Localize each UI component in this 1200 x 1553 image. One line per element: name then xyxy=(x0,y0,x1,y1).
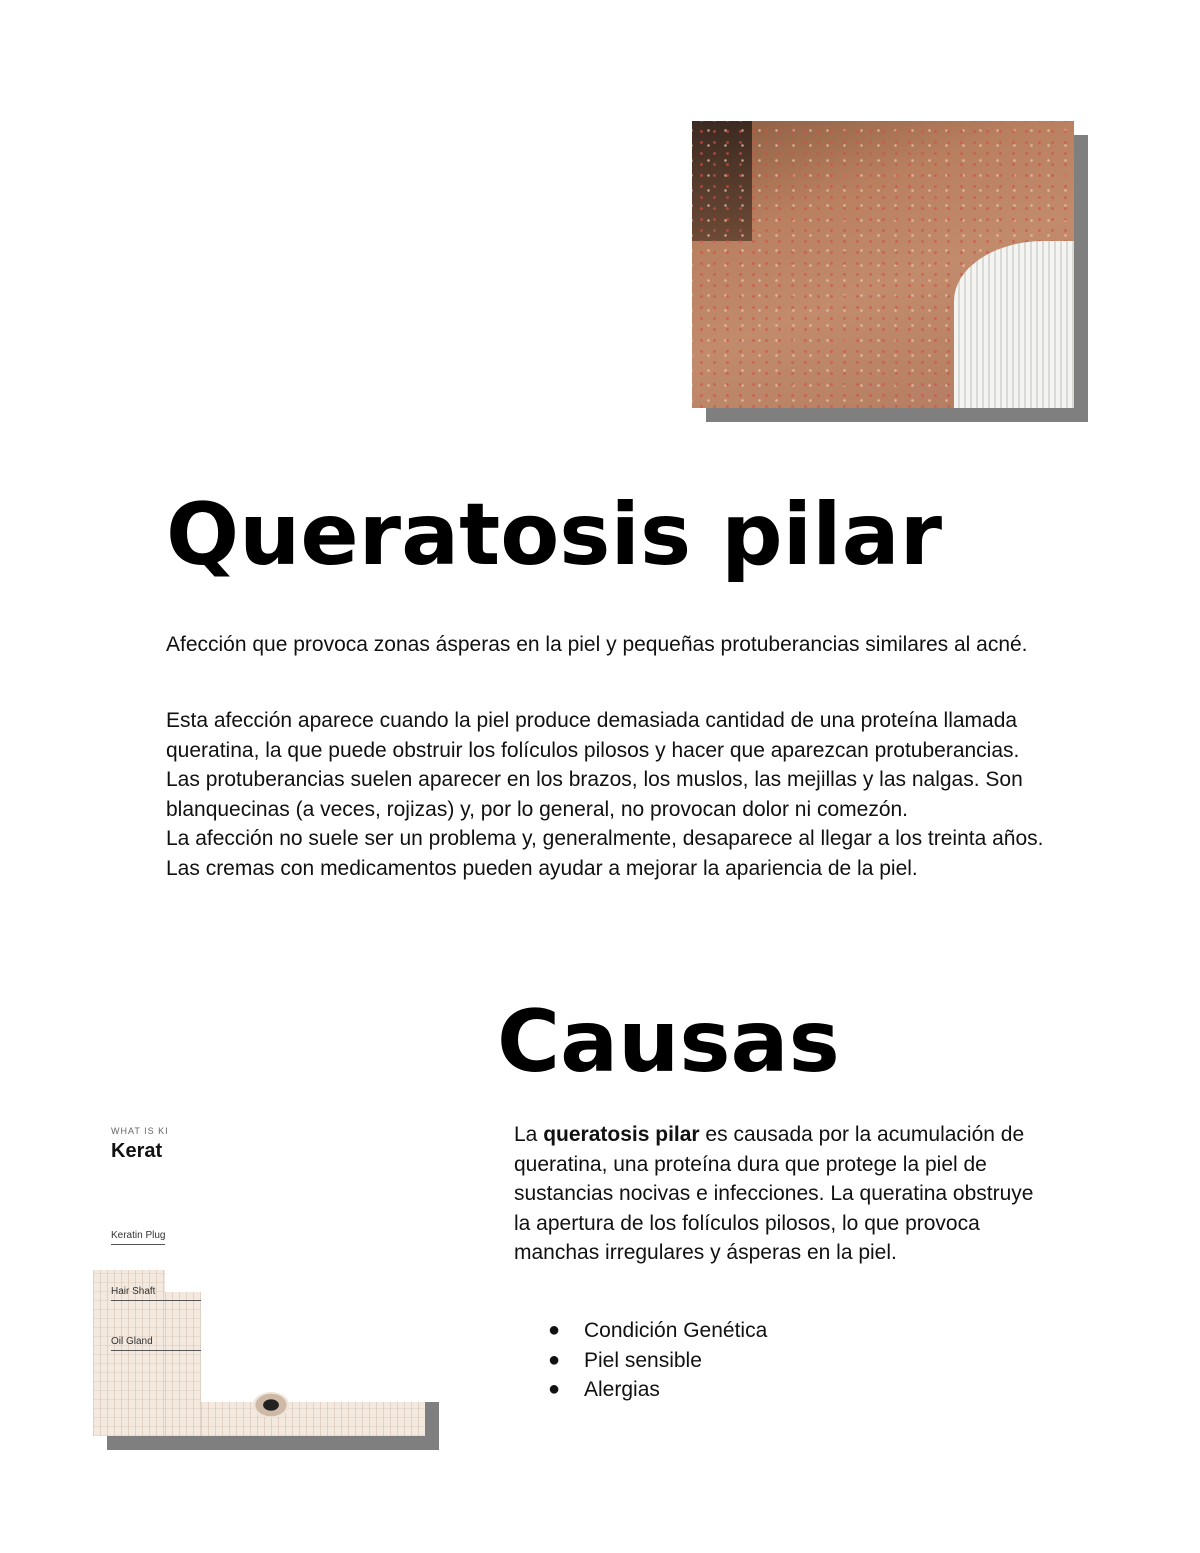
description-line: Las protuberancias suelen aparecer en los brazos, los muslos, las mejillas y las nalgas. Son blanquecinas (a veces, rojizas) y, por lo general, no provocan dolor ni comezón. xyxy=(166,768,1023,821)
causes-paragraph xyxy=(514,1120,1054,1268)
causes-text-rest: es causada por la acumulación de queratina, una proteína dura que protege la piel de sustancias nocivas e infecciones. La queratina obstruye la apertura de los folículos pilosos, lo que provoca manchas irregulares y ásperas en la piel. xyxy=(514,1123,1034,1264)
diagram-leader-line xyxy=(111,1300,201,1301)
diagram-leader-line xyxy=(111,1350,201,1351)
list-item-label: Alergias xyxy=(584,1378,660,1401)
list-item xyxy=(548,1346,767,1376)
diagram-label: Hair Shaft xyxy=(111,1286,156,1297)
diagram-skin-layer xyxy=(201,1402,425,1436)
diagram-label: Keratin Plug xyxy=(111,1230,166,1241)
diagram-shadow xyxy=(425,1402,439,1450)
bullet-icon: ● xyxy=(548,1378,561,1400)
photo-image xyxy=(692,121,1074,408)
diagram-title: Kerat xyxy=(111,1140,163,1162)
hair-follicle-diagram xyxy=(93,1112,439,1452)
follicle-icon xyxy=(253,1392,289,1418)
causes-heading: Causas xyxy=(497,992,840,1092)
arm-skin-photo xyxy=(692,121,1074,408)
intro-paragraph: Afección que provoca zonas ásperas en la piel y pequeñas protuberancias similares al acné. xyxy=(166,633,1028,656)
list-item xyxy=(548,1316,768,1346)
bullet-icon: ● xyxy=(548,1319,561,1341)
list-item-label: Condición Genética xyxy=(584,1319,768,1342)
list-item-label: Piel sensible xyxy=(584,1348,702,1372)
description-line: Esta afección aparece cuando la piel produce demasiada cantidad de una proteína llamada queratina, la que puede obstruir los folículos pilosos y hacer que aparezcan protuberancias. xyxy=(166,709,1020,762)
description-paragraph xyxy=(166,706,1046,883)
diagram-crop-area xyxy=(201,1270,425,1402)
causes-list xyxy=(548,1316,768,1405)
causes-text-bold: queratosis pilar xyxy=(543,1123,700,1146)
bullet-icon: ● xyxy=(548,1348,561,1371)
description-line: La afección no suele ser un problema y, generalmente, desaparece al llegar a los treinta años. Las cremas con medicamentos pueden ayudar a mejorar la apariencia de la piel. xyxy=(166,827,1044,880)
page-title: Queratosis pilar xyxy=(166,485,943,585)
diagram-leader-line xyxy=(111,1244,165,1245)
list-item xyxy=(548,1375,767,1405)
diagram-label: Oil Gland xyxy=(111,1336,153,1347)
causes-text-prefix: La xyxy=(514,1123,544,1146)
diagram-crop-area xyxy=(165,1270,201,1292)
diagram-kicker: WHAT IS KI xyxy=(111,1126,169,1136)
diagram-skin-layer xyxy=(165,1292,201,1436)
photo-shirt xyxy=(954,241,1074,408)
